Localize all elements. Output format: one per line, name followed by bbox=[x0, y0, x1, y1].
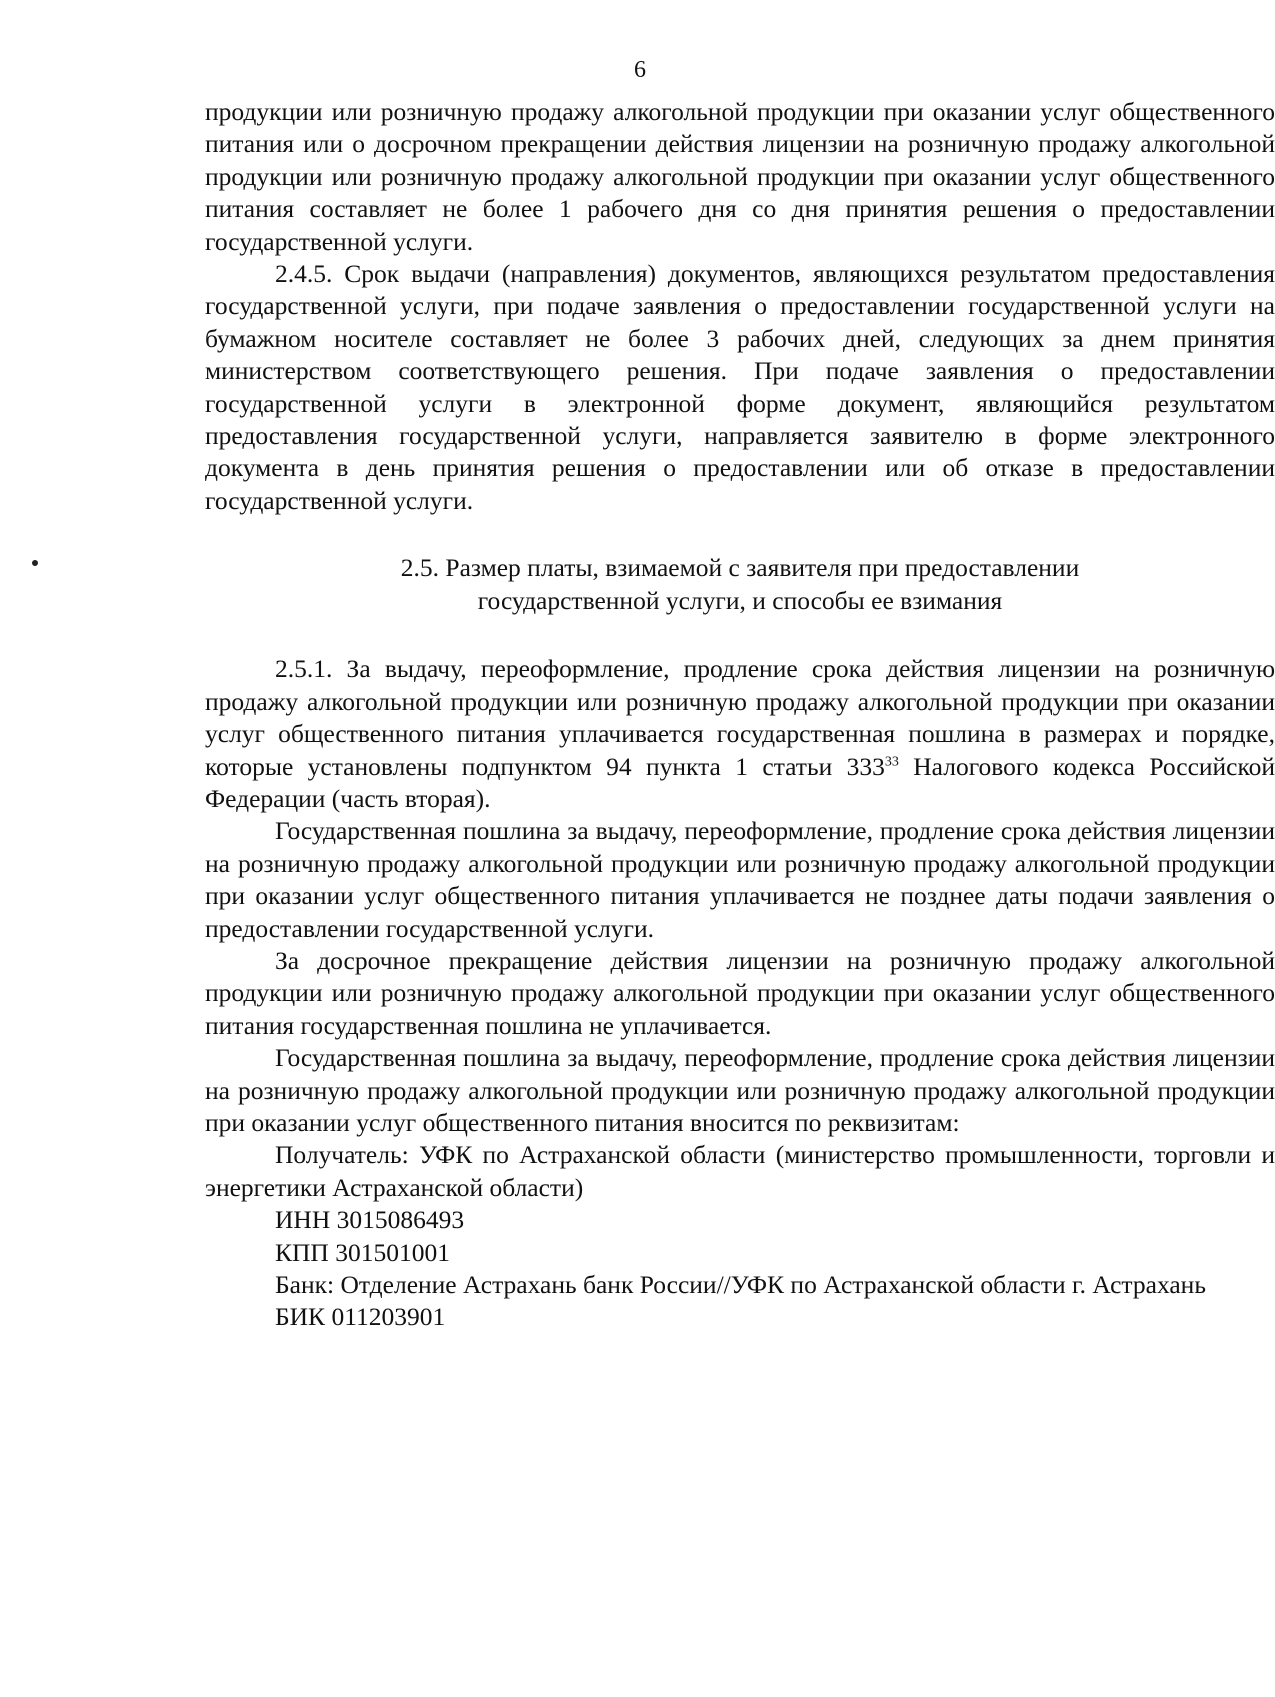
document-body bbox=[205, 96, 1275, 1334]
paragraph-early-termination: За досрочное прекращение действия лицензии на розничную продажу алкогольной продукции или розничную продажу алкогольной продукции при оказании услуг общественного питания государственная пошлина не уплачивается. bbox=[205, 945, 1275, 1040]
paragraph-2-5-1-text: 2.5.1. За выдачу, переоформление, продление срока действия лицензии на розничную продажу алкогольной продукции или розничную продажу алкогольной продукции при оказании услуг общественного питания уплачивается государственная пошлина в размерах и порядке, которые установлены подпунктом 94 пункта 1 статьи 333 bbox=[205, 654, 1275, 781]
kpp-line: КПП 301501001 bbox=[275, 1237, 450, 1267]
inn-line: ИНН 3015086493 bbox=[275, 1205, 465, 1235]
scan-speck bbox=[32, 560, 38, 566]
paragraph-fee-deadline: Государственная пошлина за выдачу, переоформление, продление срока действия лицензии на розничную продажу алкогольной продукции или розничную продажу алкогольной продукции при оказании услуг общественного питания уплачивается не позднее даты подачи заявления о предоставлении государственной услуги. bbox=[205, 816, 1275, 943]
bank-line: Банк: Отделение Астрахань банк России//УФК по Астраханской области г. Астрахань bbox=[275, 1270, 1206, 1299]
paragraph-2-4-5: 2.4.5. Срок выдачи (направления) документов, являющихся результатом предоставления государственной услуги, при подаче заявления о предоставлении государственной услуги на бумажном носителе составляет не более 3 рабочих дней, следующих за днем принятия министерством соответствующего решения. При подаче заявления о предоставлении государственной услуги в электронной форме документ, являющийся результатом предоставления государственной услуги, направляется заявителю в форме электронного документа в день принятия решения о предоставлении или об отказе в предоставлении государственной услуги. bbox=[205, 259, 1275, 515]
section-heading-line-1: 2.5. Размер платы, взимаемой с заявителя при предоставлении bbox=[400, 553, 1080, 583]
paragraph-2-5-1-text-end: Налогового кодекса Российской Федерации (часть вторая). bbox=[205, 751, 1275, 813]
section-heading-2-5 bbox=[205, 551, 1275, 617]
bik-line: БИК 011203901 bbox=[275, 1302, 446, 1332]
paragraph-continuation: продукции или розничную продажу алкогольной продукции при оказании услуг общественного питания или о досрочном прекращении действия лицензии на розничную продажу алкогольной продукции или розничную продажу алкогольной продукции при оказании услуг общественного питания составляет не более 1 рабочего дня со дня принятия решения о предоставлении государственной услуги. bbox=[205, 97, 1275, 256]
section-heading-line-2: государственной услуги, и способы ее взимания bbox=[477, 586, 1003, 616]
paragraph-2-5-1 bbox=[205, 653, 1275, 815]
paragraph-recipient: Получатель: УФК по Астраханской области (министерство промышленности, торговли и энергетики Астраханской области) bbox=[205, 1140, 1275, 1202]
paragraph-payment-details-intro: Государственная пошлина за выдачу, переоформление, продление срока действия лицензии на розничную продажу алкогольной продукции или розничную продажу алкогольной продукции при оказании услуг общественного питания вносится по реквизитам: bbox=[205, 1043, 1275, 1137]
article-superscript: 33 bbox=[884, 754, 899, 769]
page-number: 6 bbox=[634, 57, 646, 83]
